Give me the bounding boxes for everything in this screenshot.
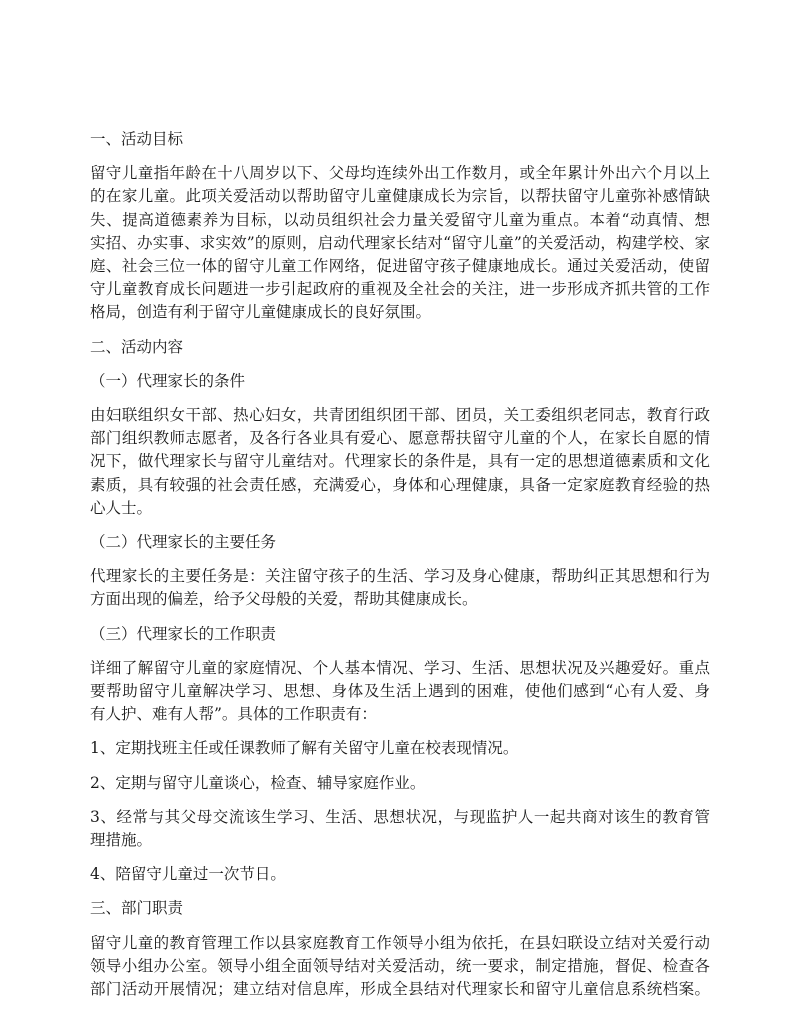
text-line: 留守儿童的教育管理工作以县家庭教育工作领导小组为依托，在县妇联设立结对关爱行动 xyxy=(90,933,710,952)
text-line: 理措施。 xyxy=(90,831,153,850)
duty-item xyxy=(90,737,710,760)
text-line: 况下，做代理家长与留守儿童结对。代理家长的条件是，具有一定的思想道德素质和文化 xyxy=(90,452,710,471)
paragraph-goals xyxy=(90,162,710,324)
text-line: 部门活动开展情况；建立结对信息库，形成全县结对代理家长和留守儿童信息系统档案。 xyxy=(90,980,710,999)
paragraph-departments xyxy=(90,932,710,1002)
text-line: 实招、办实事、求实效”的原则，启动代理家长结对“留守儿童”的关爱活动，构建学校、家 xyxy=(90,233,710,252)
duty-item xyxy=(90,806,710,852)
text-line: 素质，具有较强的社会责任感，充满爱心，身体和心理健康，具备一定家庭教育经验的热 xyxy=(90,475,710,494)
paragraph-conditions xyxy=(90,404,710,520)
text-line: 1、定期找班主任或任课教师了解有关留守儿童在校表现情况。 xyxy=(90,739,519,758)
document-page xyxy=(90,128,710,1012)
text-line: 心人士。 xyxy=(90,498,153,517)
text-line: 由妇联组织女干部、热心妇女，共青团组织团干部、团员，关工委组织老同志，教育行政 xyxy=(90,406,710,425)
paragraph-duties-intro xyxy=(90,657,710,727)
text-line: 庭、社会三位一体的留守儿童工作网络，促进留守孩子健康地成长。通过关爱活动，使留 xyxy=(90,257,710,276)
text-line: 领导小组办公室。领导小组全面领导结对关爱活动，统一要求，制定措施，督促、检查各 xyxy=(90,956,710,975)
subheading-duties: （三）代理家长的工作职责 xyxy=(90,624,277,643)
text-line: 留守儿童指年龄在十八周岁以下、父母均连续外出工作数月，或全年累计外出六个月以上 xyxy=(90,164,710,183)
text-line: 的在家儿童。此项关爱活动以帮助留守儿童健康成长为宗旨，以帮扶留守儿童弥补感情缺 xyxy=(90,187,710,206)
text-line: 方面出现的偏差，给予父母般的关爱，帮助其健康成长。 xyxy=(90,590,478,609)
paragraph-main-tasks xyxy=(90,565,710,611)
text-line: 要帮助留守儿童解决学习、思想、身体及生活上遇到的困难，使他们感到“心有人爱、身 xyxy=(90,682,710,701)
section-heading-goals: 一、活动目标 xyxy=(90,130,184,148)
text-line: 2、定期与留守儿童谈心，检查、辅导家庭作业。 xyxy=(90,773,426,792)
text-line: 守儿童教育成长问题进一步引起政府的重视及全社会的关注，进一步形成齐抓共管的工作 xyxy=(90,280,710,299)
text-line: 详细了解留守儿童的家庭情况、个人基本情况、学习、生活、思想状况及兴趣爱好。重点 xyxy=(90,658,710,677)
text-line: 代理家长的主要任务是：关注留守孩子的生活、学习及身心健康，帮助纠正其思想和行为 xyxy=(90,567,710,586)
duty-item xyxy=(90,772,710,795)
duty-item xyxy=(90,863,710,886)
text-line: 格局，创造有利于留守儿童健康成长的良好氛围。 xyxy=(90,303,432,322)
subheading-conditions: （一）代理家长的条件 xyxy=(90,371,246,390)
text-line: 有人护、难有人帮”。具体的工作职责有： xyxy=(90,705,377,724)
text-line: 部门组织教师志愿者，及各行各业具有爱心、愿意帮扶留守儿童的个人，在家长自愿的情 xyxy=(90,429,710,448)
text-line: 失、提高道德素养为目标，以动员组织社会力量关爱留守儿童为重点。本着“动真情、想 xyxy=(90,210,710,229)
text-line: 4、陪留守儿童过一次节日。 xyxy=(90,865,286,884)
text-line: 3、经常与其父母交流该生学习、生活、思想状况，与现监护人一起共商对该生的教育管 xyxy=(90,807,710,826)
subheading-main-tasks: （二）代理家长的主要任务 xyxy=(90,533,277,552)
section-heading-content: 二、活动内容 xyxy=(90,337,184,356)
section-heading-departments: 三、部门职责 xyxy=(90,899,184,918)
